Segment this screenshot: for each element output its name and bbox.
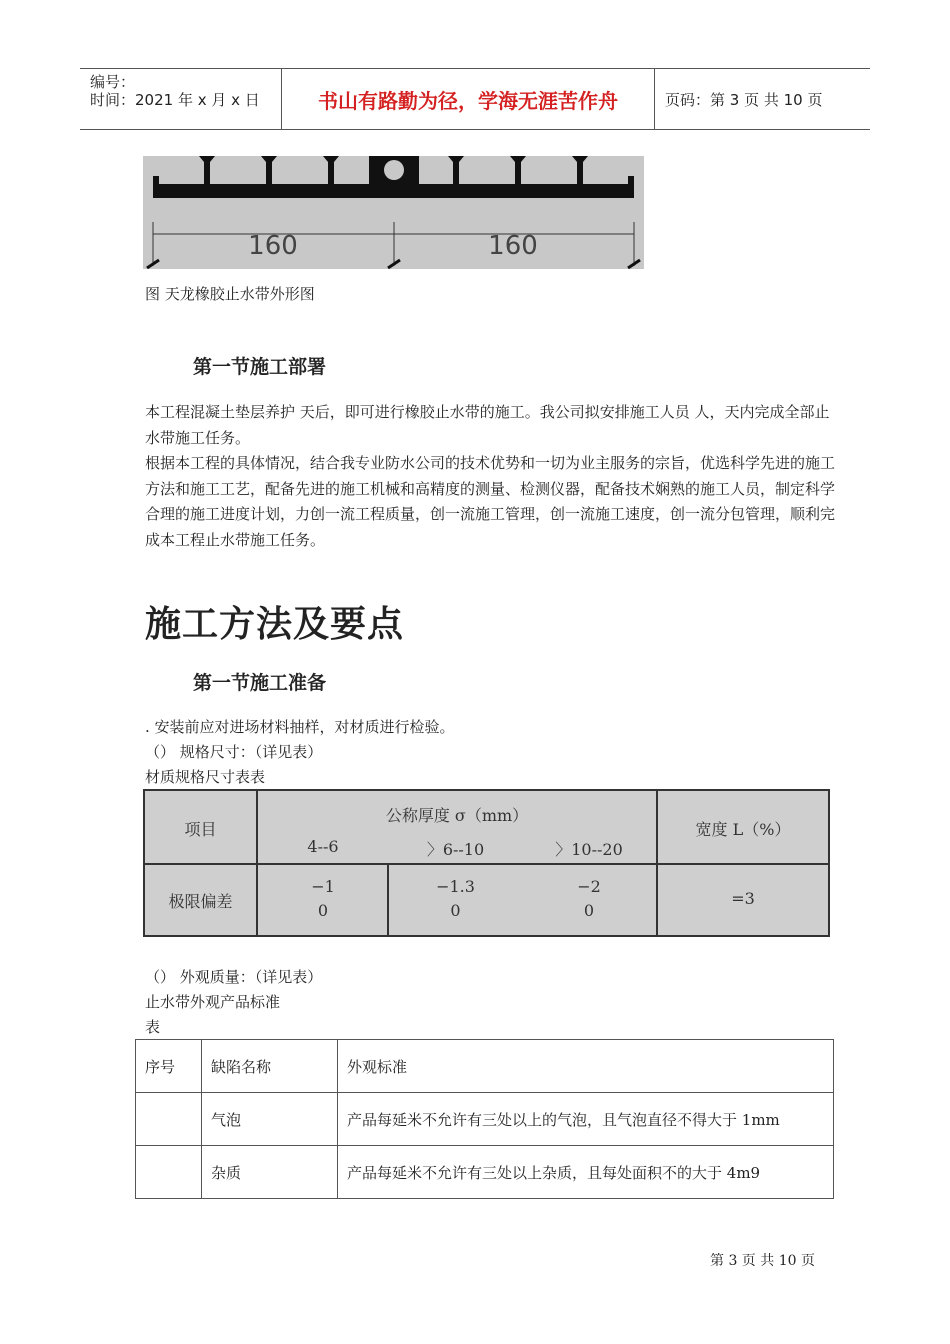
chapter-title: 施工方法及要点 xyxy=(145,604,405,645)
appearance-standard-table xyxy=(135,1039,834,1199)
section-title-deployment: 第一节施工部署 xyxy=(193,356,327,378)
spec-thickness-header: 公称厚度 σ（mm） xyxy=(385,806,529,825)
figure-caption: 图 天龙橡胶止水带外形图 xyxy=(145,285,315,303)
spec-table-caption: 材质规格尺寸表表 xyxy=(145,768,266,786)
deployment-paragraph-2: 根据本工程的具体情况，结合我专业防水公司的技术优势和一切为业主服务的宗旨，优选科学先进的施工方法和施工工艺，配备先进的施工机械和高精度的测量、检测仪器，配备技术娴熟的施工人员，制定科学合理的施工进度计划，力创一流工程质量，创一流施工管理，创一流施工速度，创一流分包管理，顺利完成本工程止水带施工任务。 xyxy=(145,454,836,549)
appearance-line: （） 外观质量：（详见表） xyxy=(145,968,323,986)
table-row xyxy=(136,1093,834,1146)
spec-col-a: 4--6 xyxy=(307,837,339,856)
row-standard: 产品每延米不允许有三处以上杂质，且每处面积不的大于 4m9 xyxy=(338,1146,834,1199)
header-number: 编号： xyxy=(90,73,136,91)
spec-a-bottom: 0 xyxy=(317,901,329,920)
spec-width-header: 宽度 L（%） xyxy=(695,820,791,839)
section-title-preparation: 第一节施工准备 xyxy=(193,672,327,694)
dimension-left: 160 xyxy=(248,231,298,261)
waterstop-profile-figure xyxy=(143,156,644,269)
preparation-line-2: （） 规格尺寸：（详见表） xyxy=(145,743,323,761)
spec-col-b: 〉6--10 xyxy=(426,840,485,859)
row-standard: 产品每延米不允许有三处以上的气泡，且气泡直径不得大于 1mm xyxy=(338,1093,834,1146)
page-header xyxy=(80,68,870,130)
appearance-table-caption: 止水带外观产品标准 xyxy=(145,993,281,1011)
row-defect: 气泡 xyxy=(202,1093,338,1146)
row-no xyxy=(136,1146,202,1199)
table-header-row xyxy=(136,1040,834,1093)
row-no xyxy=(136,1093,202,1146)
spec-col-c: 〉10--20 xyxy=(555,840,623,859)
header-page-cell xyxy=(655,69,870,129)
spec-a-top: −1 xyxy=(311,877,335,896)
spec-c-top: −2 xyxy=(577,877,601,896)
spec-dimension-table xyxy=(143,789,830,937)
preparation-line-1: . 安装前应对进场材料抽样，对材质进行检验。 xyxy=(145,718,455,736)
waterstop-profile-drawing xyxy=(143,156,644,269)
header-time: 时间：2021 年 x 月 x 日 xyxy=(90,91,260,109)
header-cell-no: 序号 xyxy=(136,1040,202,1093)
header-motto: 书山有路勤为径，学海无涯苦作舟 xyxy=(318,89,618,113)
spec-row-label: 极限偏差 xyxy=(168,892,233,911)
spec-width-value: =3 xyxy=(731,889,755,908)
table-row xyxy=(136,1146,834,1199)
header-cell-defect: 缺陷名称 xyxy=(202,1040,338,1093)
deployment-paragraph-1: 本工程混凝土垫层养护 天后，即可进行橡胶止水带的施工。我公司拟安排施工人员 人，天内完成全部止水带施工任务。 xyxy=(145,403,830,447)
header-motto-cell xyxy=(282,69,655,129)
header-cell-standard: 外观标准 xyxy=(338,1040,834,1093)
spec-c-bottom: 0 xyxy=(583,901,595,920)
dimension-right: 160 xyxy=(488,231,538,261)
spec-item-header: 项目 xyxy=(184,820,217,839)
header-page-number: 页码：第 3 页 共 10 页 xyxy=(665,91,823,109)
spec-b-bottom: 0 xyxy=(450,901,461,920)
spec-b-top: −1.3 xyxy=(436,877,475,896)
appearance-table-label: 表 xyxy=(145,1018,161,1036)
row-defect: 杂质 xyxy=(202,1146,338,1199)
header-meta-cell xyxy=(80,69,282,129)
page-footer: 第 3 页 共 10 页 xyxy=(710,1253,815,1269)
